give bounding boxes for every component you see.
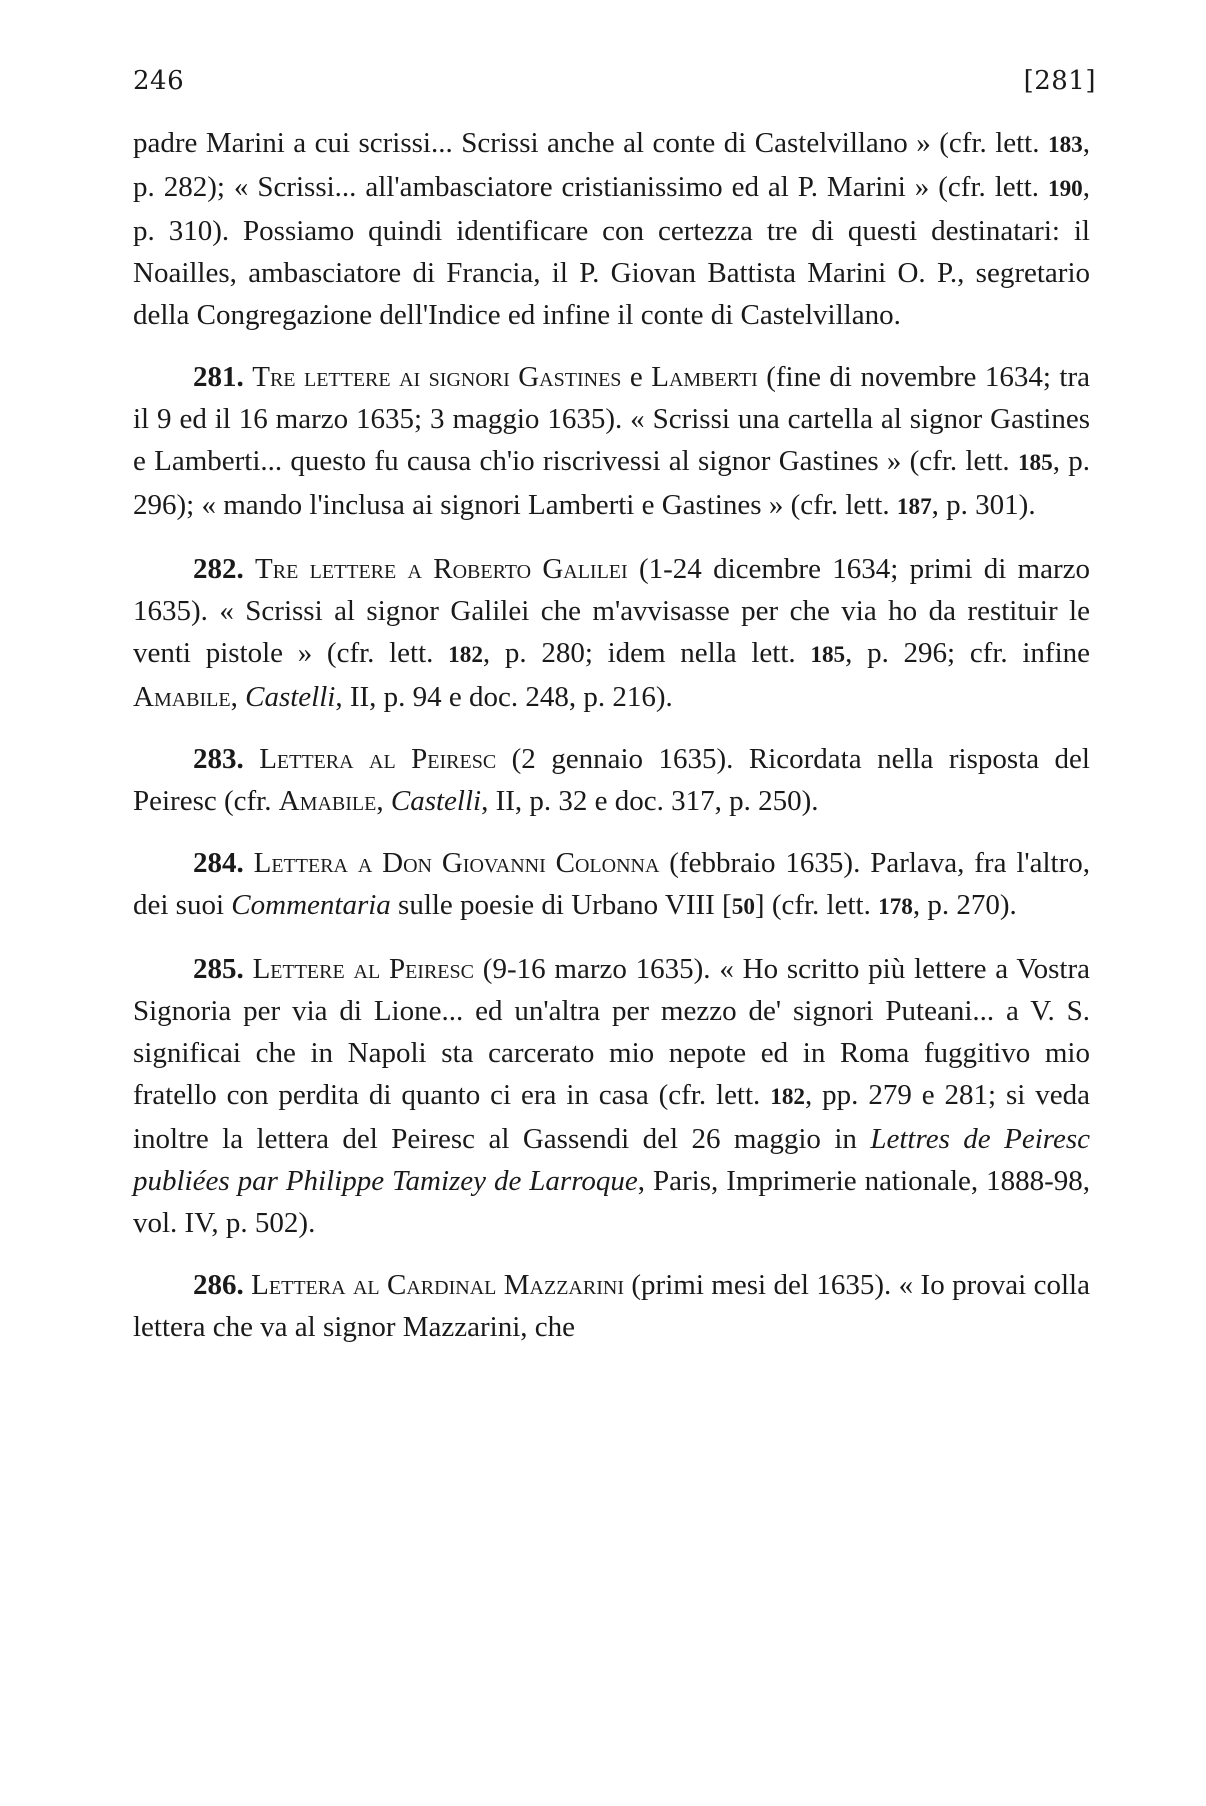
author-name: Amabile	[133, 681, 231, 713]
entry-title: Lettera al Cardinal Mazzarini	[251, 1269, 624, 1301]
entry-title: Lettera al Peiresc	[259, 743, 497, 775]
section-marker: [281]	[1023, 66, 1096, 96]
letter-ref: 182	[448, 642, 483, 668]
page-body	[133, 122, 1090, 1368]
letter-ref: 183	[1047, 132, 1083, 158]
page-header	[133, 66, 1096, 96]
entry-281: 281. Tre lettere ai signori Gastines e Lamberti (fine di novembre 1634; tra il 9 ed il 16 marzo 1635; 3 maggio 1635). « Scrissi una cartella al signor Gastines e Lamberti... questo fu causa ch'io riscrivessi al signor Gastines » (cfr. lett. 185, p. 296); « mando l'inclusa ai signori Lamberti e Gastines » (cfr. lett. 187, p. 301).	[133, 361, 1091, 521]
work-title: Commentaria	[231, 889, 391, 921]
continuation-paragraph: padre Marini a cui scrissi... Scrissi anche al conte di Castelvillano » (cfr. lett. 183, p. 282); « Scrissi... all'ambasciatore cristianissimo ed al P. Marini » (cfr. lett. 190, p. 310). Possiamo quindi identificare con certezza tre di questi destinatari: il Noailles, ambasciatore di Francia, il P. Giovan Battista Marini O. P., segretario della Congregazione dell'Indice ed infine il conte di Castelvillano.	[133, 127, 1090, 331]
entry-number: 281.	[193, 361, 244, 393]
entry-number: 285.	[193, 953, 244, 985]
letter-ref: 182	[770, 1084, 805, 1110]
entry-number: 286.	[193, 1269, 244, 1301]
letter-ref: 50	[731, 894, 755, 920]
entry-number: 282.	[193, 553, 244, 585]
entry-title: Lettere al Peiresc	[252, 953, 474, 985]
entry-282: 282. Tre lettere a Roberto Galilei (1-24 dicembre 1634; primi di marzo 1635). « Scrissi al signor Galilei che m'avvisasse per che via ho da restituir le venti pistole » (cfr. lett. 182, p. 280; idem nella lett. 185, p. 296; cfr. infine Amabile, Castelli, II, p. 94 e doc. 248, p. 216).	[133, 553, 1091, 713]
entry-284: 284. Lettera a Don Giovanni Colonna (febbraio 1635). Parlava, fra l'altro, dei suoi Commentaria sulle poesie di Urbano VIII [50] (cfr. lett. 178, p. 270).	[133, 847, 1091, 921]
entry-title: Tre lettere a Roberto Galilei	[255, 553, 628, 585]
work-title: Castelli	[390, 785, 482, 817]
letter-ref: 187	[896, 494, 932, 520]
entry-number: 283.	[193, 743, 244, 775]
entry-title: Tre lettere ai signori Gastines	[252, 361, 622, 393]
entry-title: Lamberti	[651, 361, 758, 393]
letter-ref: 185	[1017, 450, 1053, 476]
work-title: Castelli	[245, 681, 336, 713]
letter-ref: 185	[810, 642, 846, 668]
author-name: Amabile	[278, 785, 377, 817]
entry-286: 286. Lettera al Cardinal Mazzarini (primi mesi del 1635). « Io provai colla lettera che va al signor Mazzarini, che	[133, 1269, 1090, 1343]
letter-ref: 190	[1047, 176, 1083, 202]
work-title: Lettres de Peiresc publiées par Philippe Tamizey de Larroque	[133, 1123, 1091, 1197]
entry-283: 283. Lettera al Peiresc (2 gennaio 1635). Ricordata nella risposta del Peiresc (cfr. Amabile, Castelli, II, p. 32 e doc. 317, p. 250).	[133, 743, 1090, 817]
page-number: 246	[133, 66, 185, 96]
entry-number: 284.	[193, 847, 244, 879]
entry-title: Lettera a Don Giovanni Colonna	[253, 847, 660, 879]
entry-285: 285. Lettere al Peiresc (9-16 marzo 1635). « Ho scritto più lettere a Vostra Signoria per via di Lione... ed un'altra per mezzo de' signori Puteani... a V. S. significai che in Napoli sta carcerato mio nepote ed in Roma fuggitivo mio fratello con perdita di quanto ci era in casa (cfr. lett. 182, pp. 279 e 281; si veda inoltre la lettera del Peiresc al Gassendi del 26 maggio in Lettres de Peiresc publiées par Philippe Tamizey de Larroque, Paris, Imprimerie nationale, 1888-98, vol. IV, p. 502).	[133, 953, 1091, 1239]
letter-ref: 178	[878, 894, 913, 920]
